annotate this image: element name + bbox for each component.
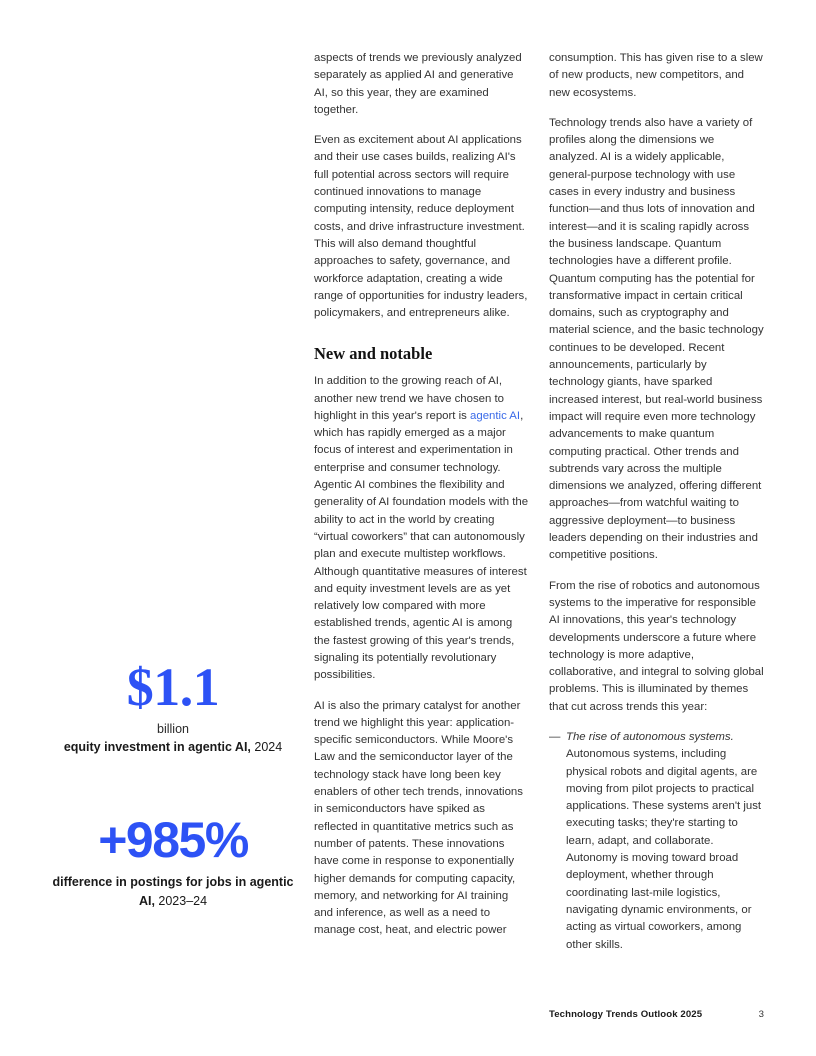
section-heading-new-and-notable: New and notable: [314, 344, 433, 364]
footer-report-title: Technology Trends Outlook 2025: [549, 1009, 703, 1020]
stat-description-bold: difference in postings for jobs in agentic AI,: [52, 874, 294, 908]
stat-unit-label: billion: [157, 722, 189, 736]
paragraph: AI is also the primary catalyst for another trend we highlight this year: application-specific semiconductors. While Moore's Law and the semiconductor layer of the technology stack have long been key enablers of other tech trends, innovations in semiconductors have spiked as reflected in quantitative metrics such as number of patents. These innovations have come in response to exponentially higher demands for computing capacity, memory, and networking for AI training and inference, as well as a need to manage cost, heat, and electric power: [314, 699, 523, 937]
paragraph: aspects of trends we previously analyzed separately as applied AI and generative AI, so this year, they are examined together.: [314, 52, 522, 116]
stat-description: [48, 873, 298, 911]
page-footer: [549, 1009, 764, 1020]
stat-block-equity-investment: [48, 657, 298, 757]
stat-description: [48, 738, 298, 757]
em-dash-bullet-icon: —: [549, 730, 561, 743]
stat-description-year: 2024: [250, 740, 283, 755]
list-item: [549, 729, 764, 954]
paragraph-text-before-link: In addition to the growing reach of AI, another new trend we have chosen to highlight in this year's report is: [314, 375, 504, 422]
paragraph: consumption. This has given rise to a slew of new products, new competitors, and new ecosystems.: [549, 52, 763, 99]
footer-page-number: 3: [758, 1009, 764, 1020]
stat-description-year: 2023–24: [154, 893, 208, 908]
paragraph: Even as excitement about AI applications and their use cases builds, realizing AI's full potential across sectors will require continued innovations to manage computing intensity, reduce deployment costs, and drive infrastructure investment. This will also demand thoughtful approaches to safety, governance, and workforce adaptation, creating a wide range of opportunities for industry leaders, policymakers, and entrepreneurs alike.: [314, 134, 528, 320]
body-column-right: [549, 50, 764, 967]
stat-figure: $1.1: [126, 657, 220, 717]
stat-block-job-postings: [48, 811, 298, 911]
list-item-body: Autonomous systems, including physical robots and digital agents, are moving from pilot projects to practical applications. These systems aren't just executing tasks; they're starting to learn, adapt, and collaborate. Autonomy is moving toward broad deployment, whether through coordinating last-mile logistics, navigating dynamic environments, or acting as virtual coworkers, among other skills.: [566, 748, 762, 951]
statistics-rail: [48, 657, 298, 910]
paragraph-with-link: [314, 373, 529, 684]
stat-description-bold: equity investment in agentic AI,: [63, 740, 251, 755]
agentic-ai-link[interactable]: agentic AI: [470, 409, 521, 422]
stat-figure: +985%: [98, 811, 248, 868]
paragraph: From the rise of robotics and autonomous systems to the imperative for responsible AI innovations, this year's technology developments underscore a future where technology is more adaptive, collaborative, and integral to solving global problems. This is illuminated by themes that cut across trends this year:: [549, 579, 764, 713]
themes-list: [549, 729, 764, 954]
paragraph: Technology trends also have a variety of profiles along the dimensions we analyzed. AI is a widely applicable, general-purpose technology with use cases in every industry and business function—and thus lots of innovation and interest—and it is scaling rapidly across the business landscape. Quantum technologies have a different profile. Quantum computing has the potential for transformative impact in certain critical domains, such as cryptography and material science, and the basic technology continues to be developed. Recent announcements, particularly by technology giants, have sparked increased interest, but real-world business impact will require even more technology advancements to make quantum computing practical. Other trends and subtrends vary across the multiple dimensions we analyzed, offering different approaches—from watchful waiting to aggressive deployment—to business leaders depending on their industries and competitive positions.: [549, 116, 764, 562]
list-item-lead: The rise of autonomous systems.: [566, 730, 734, 743]
body-column-left: [314, 50, 529, 940]
paragraph-text-after-link: , which has rapidly emerged as a major focus of interest and experimentation in enterprise and consumer technology. Agentic AI combines the flexibility and generality of AI foundation models with the ability to act in the world by creating “virtual coworkers” that can autonomously plan and execute multistep workflows. Although quantitative measures of interest and equity investment levels are as yet relatively low compared with more established trends, agentic AI is among the fastest growing of this year's trends, signaling its potentially revolutionary possibilities.: [314, 409, 529, 682]
